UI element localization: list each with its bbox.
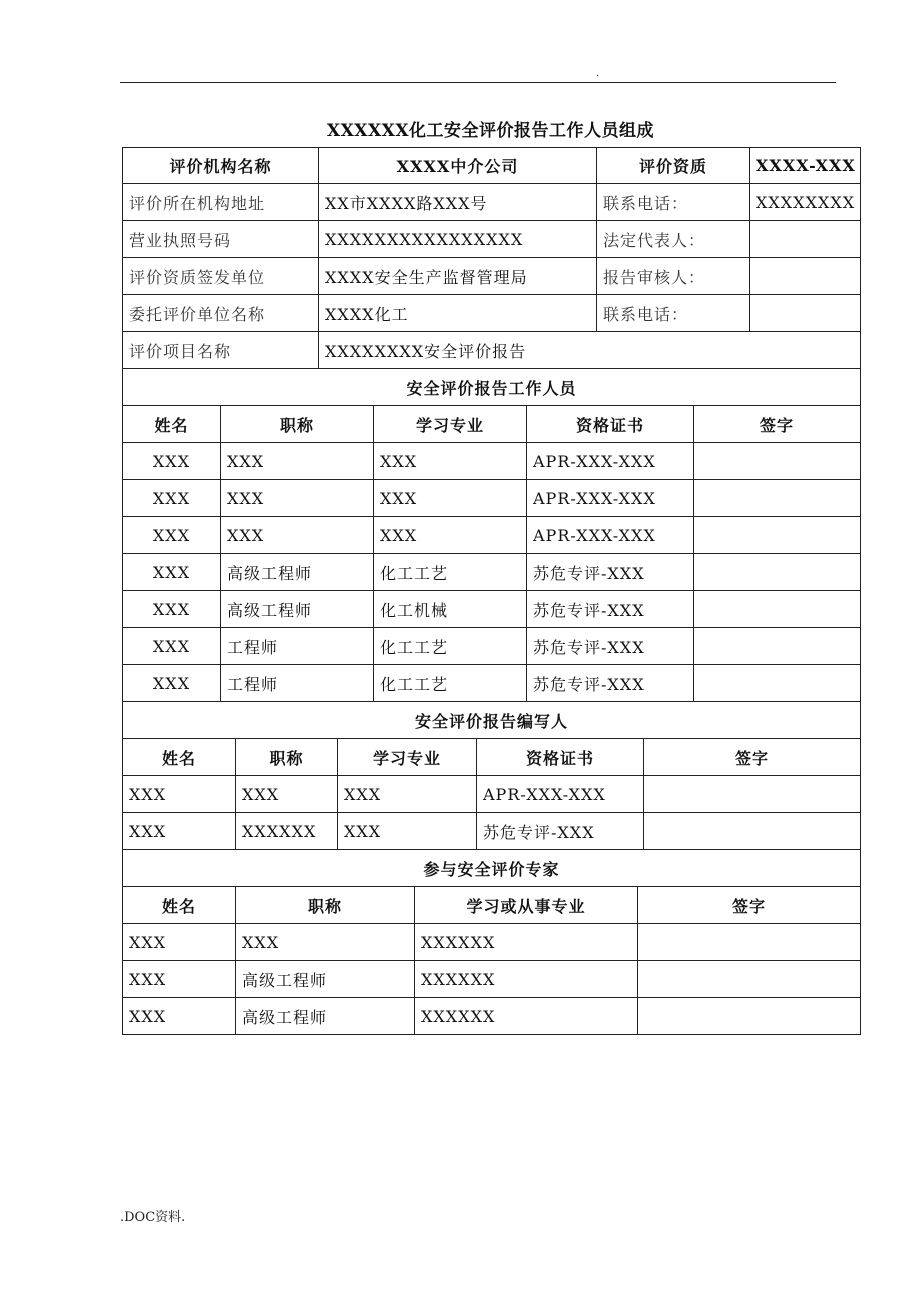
client-label: 委托评价单位名称: [123, 295, 319, 332]
staff-cell-major: 化工工艺: [374, 665, 527, 702]
staff-table: [122, 368, 861, 702]
page-footer: .DOC资料.: [120, 1210, 186, 1225]
staff-cell-name: XXX: [123, 443, 221, 480]
experts-cell-major: XXXXXX: [415, 998, 638, 1035]
staff-cell-title: XXX: [221, 443, 374, 480]
experts-header-sign: 签字: [638, 887, 861, 924]
staff-cell-major: XXX: [374, 443, 527, 480]
info-table: [122, 147, 861, 369]
reviewer-value: [750, 258, 861, 295]
writers-header-major: 学习专业: [338, 739, 477, 776]
qual-value: XXXX-XXX: [750, 148, 861, 184]
staff-cell-major: 化工工艺: [374, 554, 527, 591]
address-label: 评价所在机构地址: [123, 184, 319, 221]
header-dot: .: [596, 68, 600, 79]
writers-cell-sign: [644, 776, 861, 813]
staff-header-row: [123, 406, 861, 443]
info-row-client: [123, 295, 861, 332]
experts-header-title: 职称: [236, 887, 415, 924]
org-name-value: XXXX中介公司: [319, 148, 597, 184]
staff-cell-name: XXX: [123, 517, 221, 554]
experts-cell-sign: [638, 998, 861, 1035]
table-row: [123, 443, 861, 480]
staff-cell-major: 化工工艺: [374, 628, 527, 665]
writers-cell-title: XXXXXX: [236, 813, 338, 850]
client-value: XXXX化工: [319, 295, 597, 332]
experts-section-title: 参与安全评价专家: [123, 850, 861, 887]
table-row: [123, 961, 861, 998]
address-value: XX市XXXX路XXX号: [319, 184, 597, 221]
table-row: [123, 776, 861, 813]
table-row: [123, 554, 861, 591]
staff-cell-sign: [694, 554, 861, 591]
writers-header-row: [123, 739, 861, 776]
staff-cell-major: XXX: [374, 517, 527, 554]
staff-cell-title: XXX: [221, 480, 374, 517]
experts-cell-title: 高级工程师: [236, 961, 415, 998]
legal-rep-value: [750, 221, 861, 258]
issuer-value: XXXX安全生产监督管理局: [319, 258, 597, 295]
table-row: [123, 998, 861, 1035]
experts-cell-title: XXX: [236, 924, 415, 961]
experts-cell-name: XXX: [123, 924, 236, 961]
staff-section-title: 安全评价报告工作人员: [123, 369, 861, 406]
info-row-project: [123, 332, 861, 369]
staff-cell-title: 高级工程师: [221, 591, 374, 628]
writers-section-title: 安全评价报告编写人: [123, 702, 861, 739]
writers-cell-name: XXX: [123, 776, 236, 813]
writers-header-cert: 资格证书: [477, 739, 644, 776]
staff-cell-cert: 苏危专评-XXX: [527, 554, 694, 591]
writers-cell-major: XXX: [338, 813, 477, 850]
header-rule: [120, 82, 836, 83]
table-row: [123, 665, 861, 702]
staff-cell-major: XXX: [374, 480, 527, 517]
phone-label: 联系电话：: [597, 184, 750, 221]
writers-header-name: 姓名: [123, 739, 236, 776]
staff-cell-cert: APR-XXX-XXX: [527, 480, 694, 517]
writers-header-title: 职称: [236, 739, 338, 776]
document-title: XXXXXX化工安全评价报告工作人员组成: [326, 121, 655, 141]
experts-cell-sign: [638, 961, 861, 998]
staff-cell-sign: [694, 443, 861, 480]
staff-cell-cert: 苏危专评-XXX: [527, 628, 694, 665]
table-row: [123, 517, 861, 554]
staff-cell-sign: [694, 480, 861, 517]
experts-cell-name: XXX: [123, 961, 236, 998]
qual-label: 评价资质: [597, 148, 750, 184]
table-row: [123, 924, 861, 961]
info-row-license: [123, 221, 861, 258]
writers-table: [122, 701, 861, 850]
table-row: [123, 480, 861, 517]
writers-header-sign: 签字: [644, 739, 861, 776]
experts-cell-name: XXX: [123, 998, 236, 1035]
staff-header-major: 学习专业: [374, 406, 527, 443]
client-phone-label: 联系电话：: [597, 295, 750, 332]
writers-cell-name: XXX: [123, 813, 236, 850]
writers-cell-cert: APR-XXX-XXX: [477, 776, 644, 813]
staff-cell-cert: APR-XXX-XXX: [527, 517, 694, 554]
staff-header-title: 职称: [221, 406, 374, 443]
staff-cell-name: XXX: [123, 480, 221, 517]
writers-cell-major: XXX: [338, 776, 477, 813]
writers-cell-sign: [644, 813, 861, 850]
project-label: 评价项目名称: [123, 332, 319, 369]
staff-header-name: 姓名: [123, 406, 221, 443]
project-value: XXXXXXXX安全评价报告: [319, 332, 861, 369]
staff-header-sign: 签字: [694, 406, 861, 443]
phone-value: XXXXXXXX: [750, 184, 861, 221]
experts-cell-major: XXXXXX: [415, 961, 638, 998]
staff-cell-sign: [694, 591, 861, 628]
org-name-label: 评价机构名称: [123, 148, 319, 184]
writers-cell-cert: 苏危专评-XXX: [477, 813, 644, 850]
staff-cell-title: 工程师: [221, 665, 374, 702]
legal-rep-label: 法定代表人：: [597, 221, 750, 258]
staff-cell-cert: 苏危专评-XXX: [527, 591, 694, 628]
staff-header-cert: 资格证书: [527, 406, 694, 443]
experts-cell-sign: [638, 924, 861, 961]
staff-cell-name: XXX: [123, 591, 221, 628]
staff-cell-sign: [694, 628, 861, 665]
staff-cell-title: 高级工程师: [221, 554, 374, 591]
license-value: XXXXXXXXXXXXXXXX: [319, 221, 597, 258]
client-phone-value: [750, 295, 861, 332]
info-row-issuer: [123, 258, 861, 295]
experts-cell-major: XXXXXX: [415, 924, 638, 961]
staff-cell-cert: 苏危专评-XXX: [527, 665, 694, 702]
experts-header-name: 姓名: [123, 887, 236, 924]
table-row: [123, 591, 861, 628]
staff-cell-sign: [694, 665, 861, 702]
table-row: [123, 628, 861, 665]
staff-cell-name: XXX: [123, 665, 221, 702]
license-label: 营业执照号码: [123, 221, 319, 258]
staff-cell-title: XXX: [221, 517, 374, 554]
staff-cell-cert: APR-XXX-XXX: [527, 443, 694, 480]
writers-cell-title: XXX: [236, 776, 338, 813]
experts-cell-title: 高级工程师: [236, 998, 415, 1035]
info-row-org: [123, 148, 861, 184]
experts-table: [122, 849, 861, 1035]
issuer-label: 评价资质签发单位: [123, 258, 319, 295]
staff-cell-name: XXX: [123, 554, 221, 591]
staff-cell-title: 工程师: [221, 628, 374, 665]
staff-cell-sign: [694, 517, 861, 554]
experts-header-row: [123, 887, 861, 924]
info-row-address: [123, 184, 861, 221]
table-row: [123, 813, 861, 850]
reviewer-label: 报告审核人：: [597, 258, 750, 295]
experts-header-major: 学习或从事专业: [415, 887, 638, 924]
staff-cell-name: XXX: [123, 628, 221, 665]
staff-cell-major: 化工机械: [374, 591, 527, 628]
